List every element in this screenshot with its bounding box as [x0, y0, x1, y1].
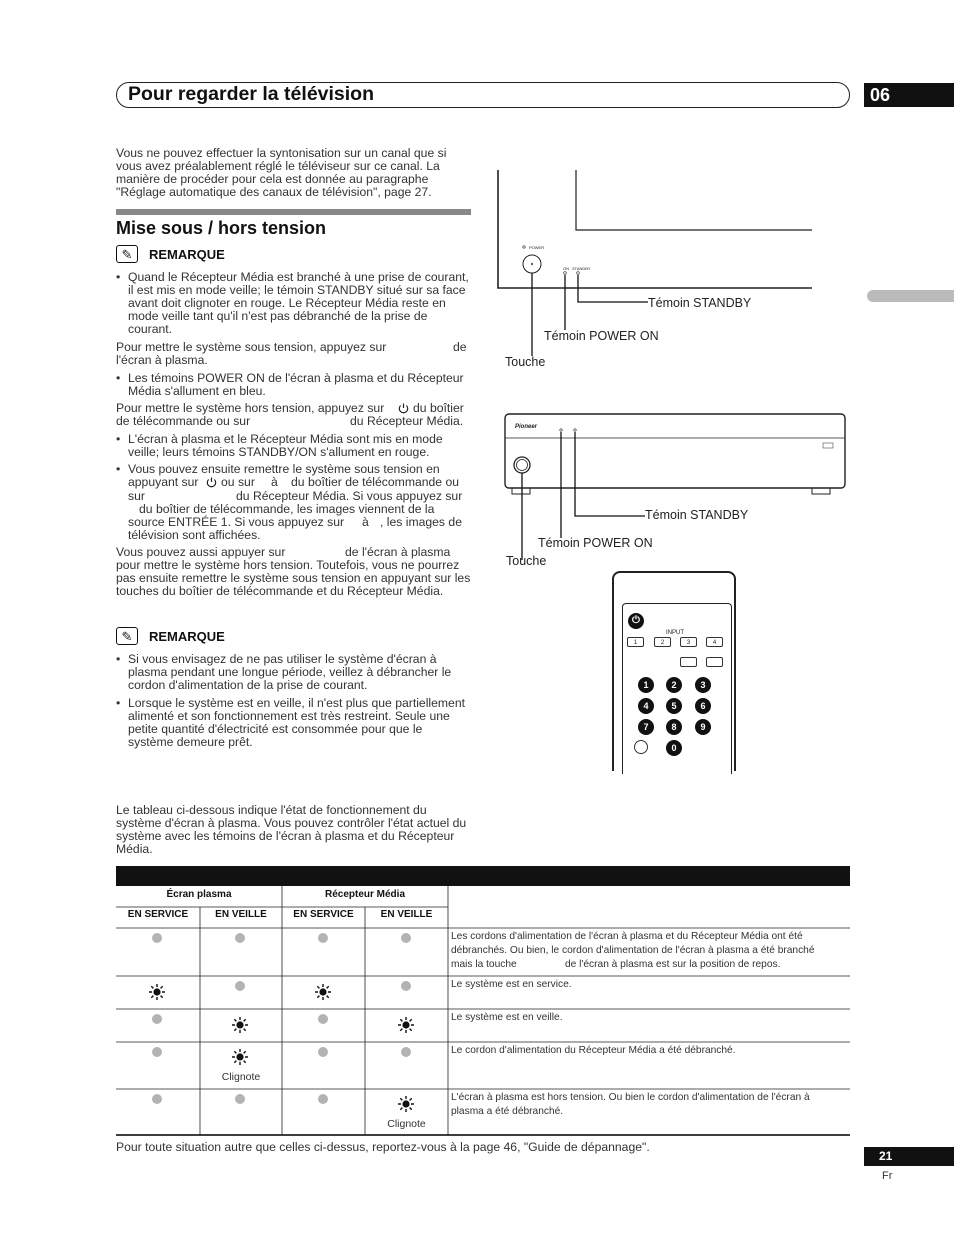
- input-label: INPUT: [666, 630, 684, 636]
- standby-bullet-1: • L'écran à plasma et le Récepteur Média sont mis en mode veille; leurs témoins STANDBY/ON s'allument en rouge.: [128, 433, 471, 459]
- power-off-text-c: de télécommande ou sur: [116, 414, 251, 428]
- input-key-4[interactable]: 4: [706, 637, 723, 647]
- standby-line-4: du boîtier de télécommande, les images viennent de la: [139, 502, 435, 516]
- indicator-blink-icon: [397, 1095, 415, 1113]
- standby-line-5b: à: [362, 515, 369, 529]
- standby-bullet-2: • Vous pouvez ensuite remettre le système sous tension en: [128, 463, 471, 476]
- table-header-bar: [116, 866, 850, 886]
- indicator-lit-icon: [148, 983, 166, 1001]
- indicator-off: [401, 1047, 411, 1057]
- standby-line-5c: , les images de: [380, 515, 462, 529]
- power-on-text: Pour mettre le système sous tension, appuyez sur: [116, 340, 387, 354]
- standby-line-2d: du boîtier de télécommande ou: [291, 475, 460, 489]
- power-on-bullet: • Les témoins POWER ON de l'écran à plasma et du Récepteur Média s'allument en bleu.: [128, 372, 471, 398]
- indicator-lit-icon: [397, 1016, 415, 1034]
- row-description: débranchés. Ou bien, le cordon d'alimentation de l'écran à plasma a été branché: [451, 945, 815, 956]
- standby-line-2c: à: [271, 475, 278, 489]
- note-label: REMARQUE: [149, 247, 225, 262]
- indicator-off: [235, 933, 245, 943]
- standby-line-2b: ou sur: [221, 475, 255, 489]
- standby-label: STANDBY: [572, 266, 591, 271]
- standby-line-3a: sur: [128, 489, 145, 503]
- also-text-b: de l'écran à plasma: [345, 545, 451, 559]
- remote-control: [612, 571, 736, 771]
- remote-aux-button[interactable]: [634, 740, 648, 754]
- standby-line-3b: du Récepteur Média. Si vous appuyez sur: [236, 489, 463, 503]
- table-intro: Le tableau ci-dessous indique l'état de fonctionnement du système d'écran à plasma. Vous pouvez contrôler l'état actuel du système avec les témoins de l'écran à plasma et du Récepteur Média.: [116, 803, 467, 857]
- indicator-off: [152, 1014, 162, 1024]
- input-key-3[interactable]: 3: [680, 637, 697, 647]
- row-description: de l'écran à plasma est sur la position de repos.: [565, 959, 781, 970]
- remote-power-button[interactable]: ⏻: [628, 613, 644, 629]
- on-label: ON: [563, 266, 569, 271]
- split-key[interactable]: [706, 657, 723, 667]
- power-label: POWER: [529, 245, 545, 250]
- note-icon: ✎: [116, 245, 138, 263]
- callout-power-on: Témoin POWER ON: [538, 536, 653, 550]
- screen-mode-key[interactable]: [680, 657, 697, 667]
- num-key-8[interactable]: 8: [666, 719, 682, 735]
- row-description: Le système est en veille.: [451, 1012, 563, 1023]
- num-key-5[interactable]: 5: [666, 698, 682, 714]
- also-text-a: Vous pouvez aussi appuyer sur: [116, 545, 286, 559]
- indicator-off: [152, 933, 162, 943]
- sub-header: EN VEILLE: [380, 909, 433, 920]
- note-icon: ✎: [116, 627, 138, 645]
- chapter-number: 06: [864, 83, 954, 107]
- power-off-text: Pour mettre le système hors tension, appuyez sur: [116, 401, 385, 415]
- section-rule: [116, 209, 471, 215]
- blink-caption: Clignote: [221, 1071, 261, 1083]
- indicator-off: [152, 1094, 162, 1104]
- indicator-lit-icon: [314, 983, 332, 1001]
- group-header-receiver: Récepteur Média: [324, 889, 406, 900]
- brand-logo: Pioneer: [515, 424, 538, 430]
- page-language: Fr: [882, 1170, 893, 1182]
- intro-paragraph: Vous ne pouvez effectuer la syntonisation sur un canal que si vous avez préalablement réglé le téléviseur sur ce canal. La manière de procéder pour cela est donnée au paragraphe "Réglage automatique des canaux de télévision", page 27.: [116, 146, 447, 200]
- indicator-off: [235, 981, 245, 991]
- note-label: REMARQUE: [149, 629, 225, 644]
- callout-power-on: Témoin POWER ON: [544, 329, 659, 343]
- row-description: Les cordons d'alimentation de l'écran à plasma et du Récepteur Média ont été: [451, 931, 803, 942]
- row-description: Le système est en service.: [451, 979, 572, 990]
- group-header-plasma: Écran plasma: [166, 889, 232, 900]
- num-key-1[interactable]: 1: [638, 677, 654, 693]
- row-description: Le cordon d'alimentation du Récepteur Média a été débranché.: [451, 1045, 736, 1056]
- power-icon: [205, 476, 218, 489]
- callout-button: Touche: [506, 554, 547, 568]
- callout-standby: Témoin STANDBY: [645, 508, 749, 522]
- num-key-6[interactable]: 6: [695, 698, 711, 714]
- page-number: 21: [864, 1147, 954, 1166]
- standby-line-5a: source ENTRÉE 1. Si vous appuyez sur: [128, 515, 345, 529]
- indicator-off: [318, 1094, 328, 1104]
- sub-header: EN SERVICE: [293, 909, 354, 920]
- blink-caption: Clignote: [387, 1118, 426, 1130]
- callout-standby: Témoin STANDBY: [648, 296, 752, 310]
- row-description: mais la touche: [451, 959, 517, 970]
- sub-header: EN SERVICE: [127, 909, 189, 920]
- row-description: L'écran à plasma est hors tension. Ou bien le cordon d'alimentation de l'écran à: [451, 1092, 810, 1103]
- note-bullet: • Si vous envisagez de ne pas utiliser le système d'écran à plasma pendant une longue période, veillez à débrancher le cordon d'alimentation de la prise de courant.: [128, 653, 471, 692]
- also-text-rest: pour mettre le système hors tension. Toutefois, vous ne pourrez pas ensuite remettre le système sous tension en appuyant sur les touches du boîtier de télécommande et du Récepteur Média.: [116, 558, 471, 599]
- num-key-2[interactable]: 2: [666, 677, 682, 693]
- num-key-4[interactable]: 4: [638, 698, 654, 714]
- indicator-off: [318, 1047, 328, 1057]
- indicator-off: [318, 1014, 328, 1024]
- section-title: Mise sous / hors tension: [116, 218, 327, 238]
- indicator-off: [401, 981, 411, 991]
- note-bullet: • Lorsque le système est en veille, il n'est plus que partiellement alimenté et son fonctionnement est très restreint. Seule une petite quantité d'électricité est consommée pour que le système demeure prêt.: [128, 697, 471, 749]
- indicator-blink-icon: [231, 1048, 249, 1066]
- standby-line-6: télévision sont affichées.: [128, 528, 261, 542]
- note-bullet: • Quand le Récepteur Média est branché à une prise de courant, il est mis en mode veille; le témoin STANDBY situé sur sa face avant doit clignoter en rouge. Le Récepteur Média reste en mode veille tant qu'il n'est pas débranché de la prise de courant.: [128, 271, 471, 336]
- input-key-2[interactable]: 2: [654, 637, 671, 647]
- power-on-text-b: de: [453, 340, 467, 354]
- sub-header: EN VEILLE: [215, 909, 267, 920]
- indicator-off: [235, 1094, 245, 1104]
- power-on-text-c: l'écran à plasma.: [116, 353, 208, 367]
- num-key-7[interactable]: 7: [638, 719, 654, 735]
- num-key-3[interactable]: 3: [695, 677, 711, 693]
- callout-button: Touche: [505, 355, 546, 369]
- footer-note: Pour toute situation autre que celles ci-dessus, reportez-vous à la page 46, "Guide de dépannage".: [116, 1140, 650, 1154]
- indicator-off: [152, 1047, 162, 1057]
- input-key-1[interactable]: 1: [627, 637, 644, 647]
- num-key-0[interactable]: 0: [666, 740, 682, 756]
- standby-line-2a: appuyant sur: [128, 475, 199, 489]
- indicator-off: [318, 933, 328, 943]
- page-title: Pour regarder la télévision: [128, 83, 375, 105]
- indicator-lit-icon: [231, 1016, 249, 1034]
- power-off-text-d: du Récepteur Média.: [350, 414, 464, 428]
- row-description: plasma a été débranché.: [451, 1106, 564, 1117]
- power-off-text-b: du boîtier: [413, 401, 464, 415]
- side-language-tab: [867, 290, 954, 302]
- num-key-9[interactable]: 9: [695, 719, 711, 735]
- indicator-off: [401, 933, 411, 943]
